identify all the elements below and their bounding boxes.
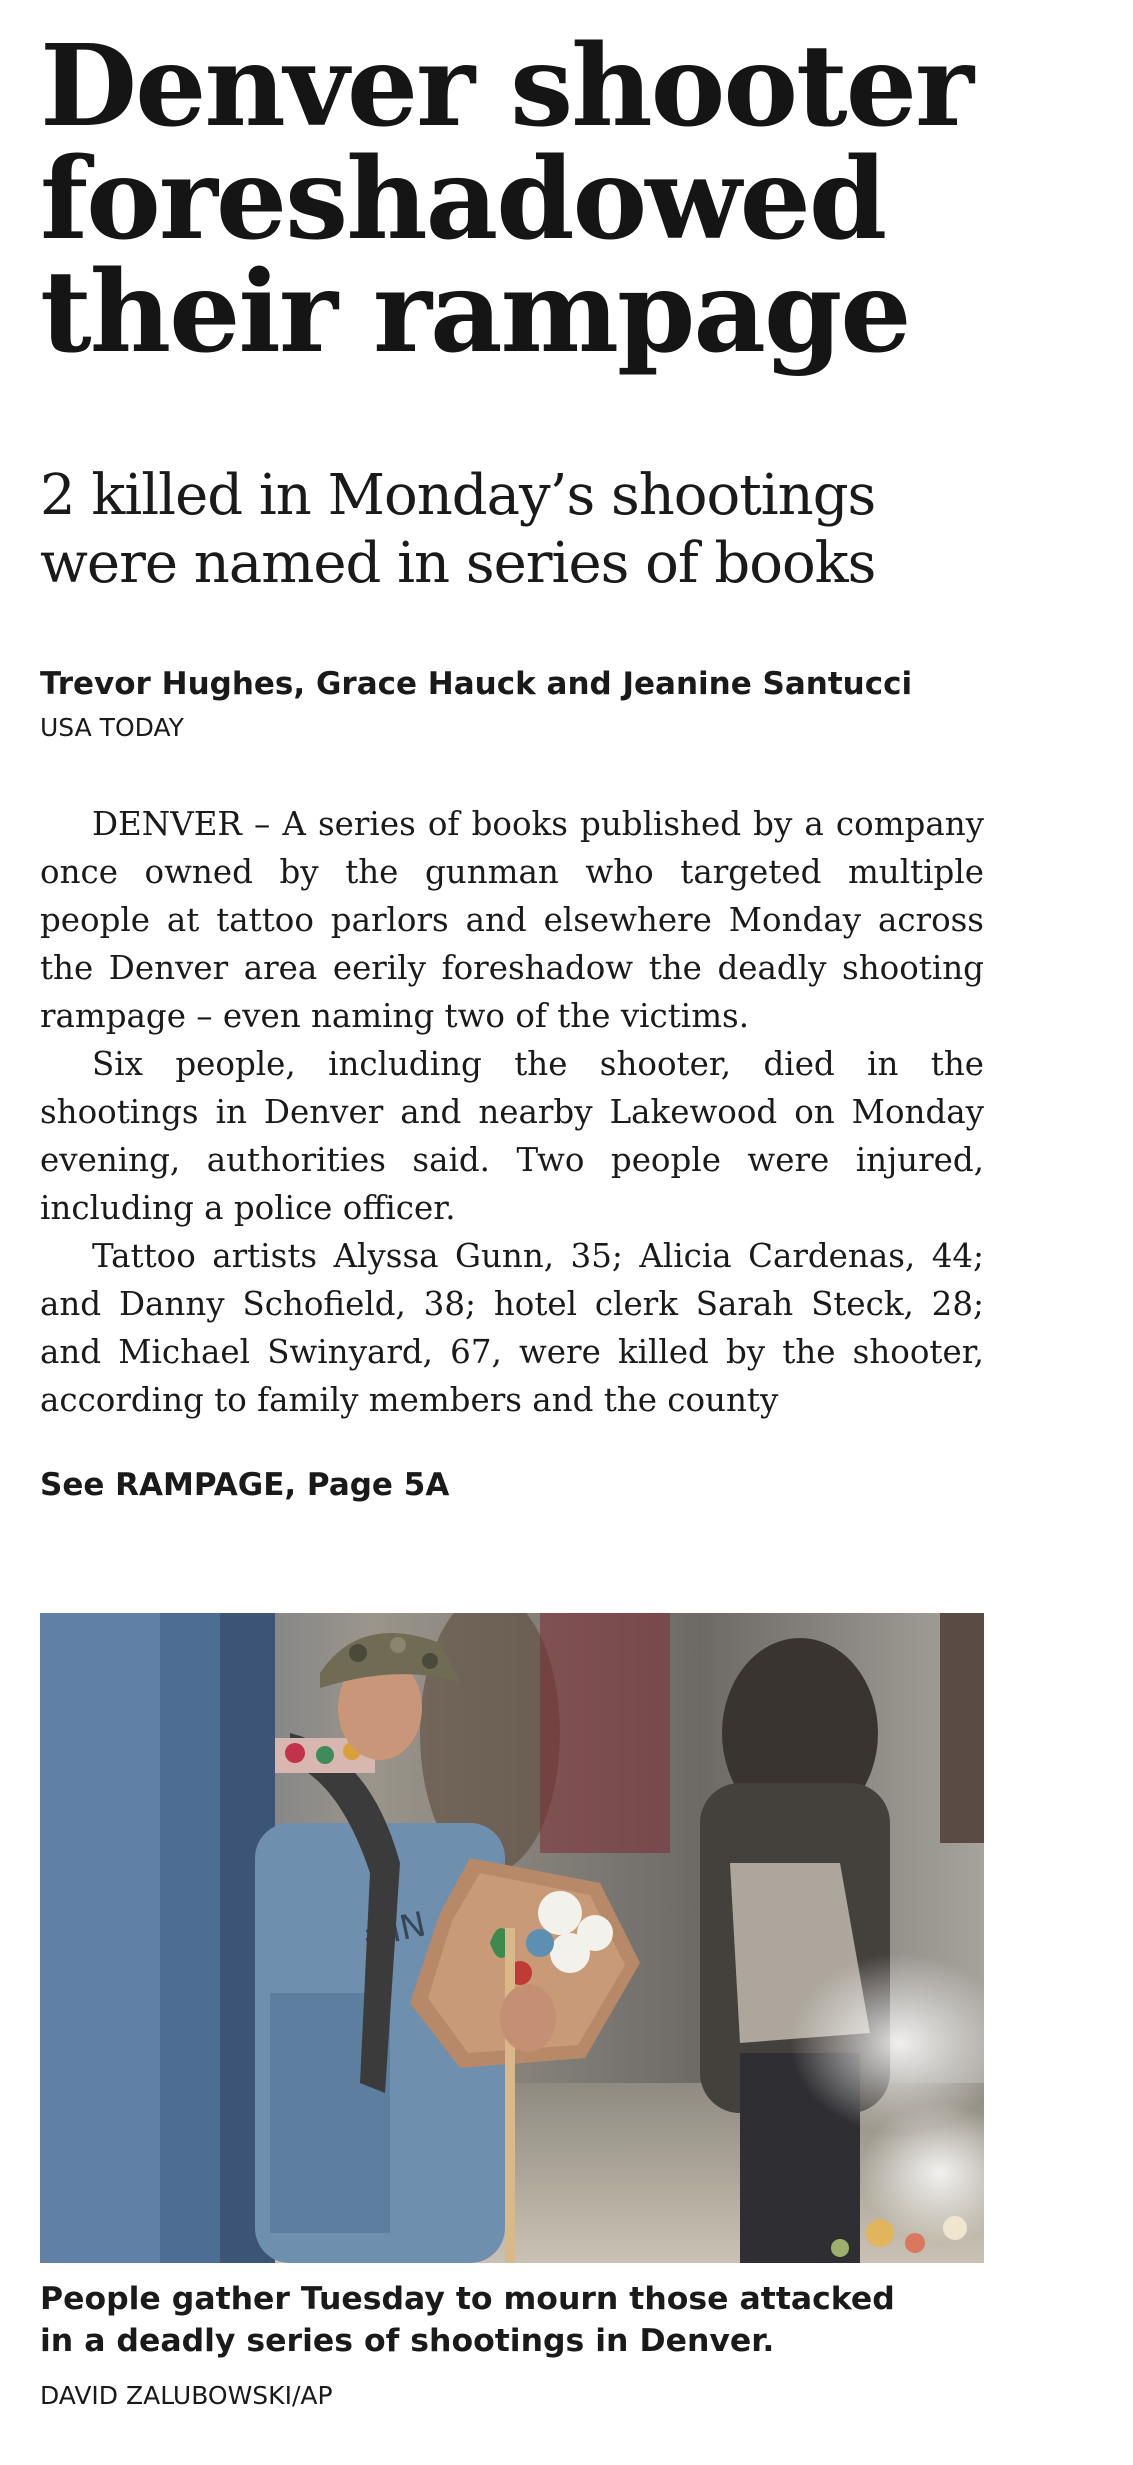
photo-caption bbox=[40, 2278, 1000, 2362]
body-paragraph: Tattoo artists Alyssa Gunn, 35; Alicia Cardenas, 44; and Danny Schofield, 38; hotel clerk Sarah Steck, 28; and Michael Swinyard, 67, were killed by the shooter, according to family members and the county bbox=[40, 1237, 984, 1419]
subhead-line: 2 killed in Monday’s shootings bbox=[40, 463, 876, 528]
subheadline bbox=[40, 462, 1040, 598]
news-photo bbox=[40, 1613, 984, 2263]
photo-credit: DAVID ZALUBOWSKI/AP bbox=[40, 2381, 333, 2410]
headline bbox=[40, 21, 1040, 378]
headline-line: Denver shooter bbox=[40, 21, 973, 152]
photo-illustration bbox=[40, 1613, 984, 2263]
headline-line: their rampage bbox=[40, 247, 910, 378]
subhead-line: were named in series of books bbox=[40, 531, 876, 596]
body-paragraph: DENVER – A series of books published by a company once owned by the gunman who targeted multiple people at tattoo parlors and elsewhere Monday across the Denver area eerily foreshadow the deadly shooting rampage – even naming two of the victims. bbox=[40, 805, 984, 1035]
headline-line: foreshadowed bbox=[40, 134, 886, 265]
jump-line: See RAMPAGE, Page 5A bbox=[40, 1467, 450, 1503]
body-paragraph: Six people, including the shooter, died in the shootings in Denver and nearby Lakewood on Monday evening, authorities said. Two people were injured, including a police officer. bbox=[40, 1045, 984, 1227]
byline: Trevor Hughes, Grace Hauck and Jeanine Santucci bbox=[40, 666, 913, 702]
byline-source: USA TODAY bbox=[40, 713, 184, 742]
article-body bbox=[40, 800, 984, 1424]
caption-line: People gather Tuesday to mourn those attacked bbox=[40, 2281, 895, 2317]
caption-line: in a deadly series of shootings in Denver. bbox=[40, 2323, 775, 2359]
